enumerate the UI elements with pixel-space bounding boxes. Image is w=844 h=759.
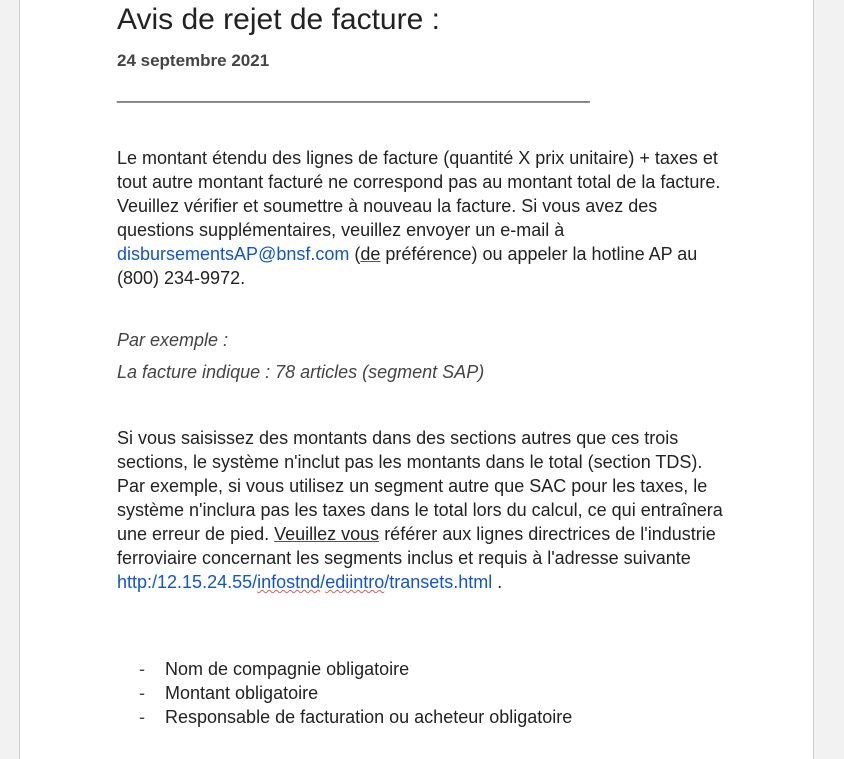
url-part: /transets.html	[384, 572, 493, 592]
list-item-label: Responsable de facturation ou acheteur obligatoire	[165, 707, 573, 727]
list-item-label: Montant obligatoire	[165, 683, 319, 703]
list-item	[139, 657, 572, 681]
list-item-label: Nom de compagnie obligatoire	[165, 659, 410, 679]
document-date: 24 septembre 2021	[117, 51, 270, 70]
url-part-misspelled: ediintro	[325, 572, 385, 592]
support-email-link[interactable]: disbursementsAP@bnsf.com	[117, 244, 350, 264]
dash-bullet: -	[139, 659, 145, 679]
example-label: Par exemple :	[117, 330, 229, 350]
paragraph-text: Le montant étendu des lignes de facture (quantité X prix unitaire) + taxes et tout autre montant facturé ne correspond pas au montant total de la facture. Veuillez vérifier et soumettre à nouveau la facture. Si vous avez des questions supplémentaires, veuillez envoyer un e-mail à	[117, 148, 721, 240]
underlined-word: de	[360, 244, 381, 264]
url-part: /	[320, 572, 326, 592]
paragraph-text: .	[492, 572, 503, 592]
dash-bullet: -	[139, 707, 145, 727]
transets-url-link[interactable]	[117, 572, 492, 592]
dash-bullet: -	[139, 683, 145, 703]
list-item	[139, 705, 572, 729]
segments-paragraph	[117, 426, 727, 594]
rejection-explanation-paragraph	[117, 146, 727, 290]
document-page	[19, 0, 814, 759]
requirements-list	[139, 657, 572, 729]
example-line: La facture indique : 78 articles (segment SAP)	[117, 362, 485, 382]
paragraph-text: référer aux lignes directrices de l'industrie ferroviaire concernant les segments inclus et requis à l'adresse suivante	[117, 524, 716, 568]
horizontal-rule: __________________________________________________	[117, 84, 590, 103]
list-item	[139, 681, 572, 705]
paragraph-text: (	[349, 244, 361, 264]
page-title: Avis de rejet de facture :	[117, 3, 440, 36]
underlined-phrase: Veuillez vous	[274, 524, 380, 544]
url-part: http:/12.15.24.55/	[117, 572, 258, 592]
paragraph-text: préférence) ou appeler la hotline AP au (800) 234-9972.	[117, 244, 698, 288]
url-part-misspelled: infostnd	[257, 572, 321, 592]
paragraph-text: Si vous saisissez des montants dans des sections autres que ces trois sections, le système n'inclut pas les montants dans le total (section TDS). Par exemple, si vous utilisez un segment autre que SAC pour les taxes, le système n'inclura pas les taxes dans le total lors du calcul, ce qui entraînera une erreur de pied.	[117, 428, 723, 544]
